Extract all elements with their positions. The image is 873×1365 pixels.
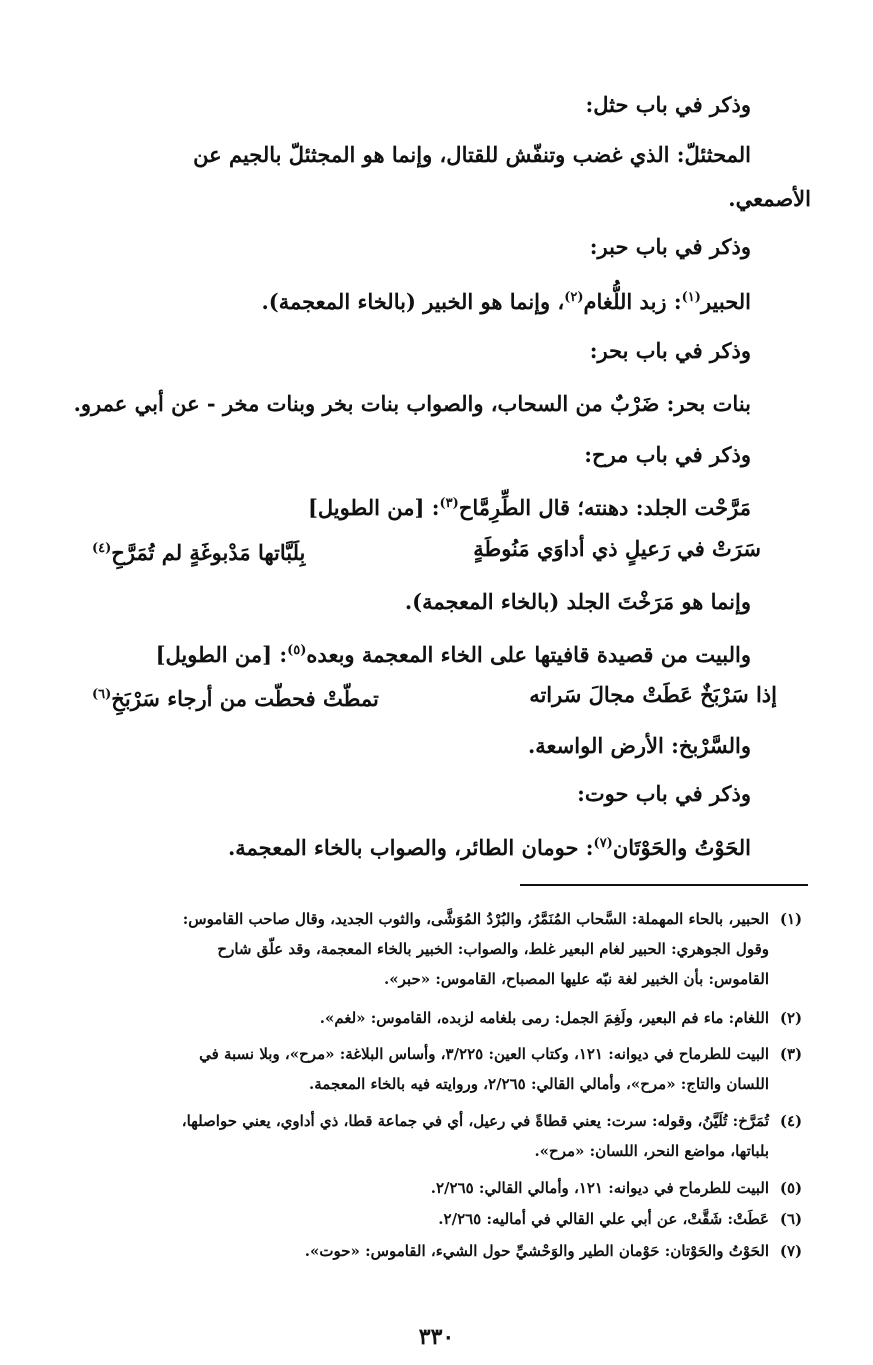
footnote-ref[interactable]: (٣) [439,496,459,511]
entry-text: : [من الطويل] [307,495,440,520]
footnote-number: (٦) [779,1210,803,1228]
footnote-1-cont [53,966,813,993]
verse-second-hemistich [92,680,379,714]
footnote-number: (٧) [779,1242,803,1260]
entry-line [0,636,873,670]
footnote-separator [520,884,808,886]
footnote-2 [53,1005,813,1032]
footnote-number: (١) [779,910,803,928]
footnote-4 [53,1108,813,1135]
entry-text: مَرَّحْت الجلد: دهنته؛ قال الطِّرِمَّاح [458,495,751,520]
footnote-text: وقول الجوهري: الحبير لغام البعير غلط، والصواب: الخبير بالخاء المعجمة، وقد علّق شارح [217,940,769,958]
entry-line: بنات بحر: ضَرْبٌ من السحاب، والصواب بنات بخر وبنات مخر - عن أبي عمرو. [73,391,751,416]
footnote-text: الحبير، بالحاء المهملة: السَّحاب المُنَمَّرُ، والبُرْدُ المُوَشَّى، والثوب الجديد، وقال صاحب القاموس: [182,910,769,928]
footnote-text: تُمَرَّخ: تُلَيَّنُ، وقوله: سرت: يعني قطاةً في رعيل، أي في جماعة قطا، ذي أداوي، يعني حواصلها، [181,1112,769,1130]
footnote-text: اللغام: ماء فم البعير، ولَغِمَ الجمل: رمى بلغامه لزبده، القاموس: «لغم». [319,1009,769,1027]
footnote-number: (٢) [779,1009,803,1027]
entry-text: : زبد اللُّغام [583,289,682,314]
footnote-number: (٥) [779,1179,803,1197]
entry-text: : [من الطويل] [155,642,288,667]
footnote-5 [53,1175,813,1202]
entry-text: ، وإنما هو الخبير (بالخاء المعجمة). [261,289,565,314]
verse-text: بِلَبَّاتها مَدْبوغَةٍ لم تُمَرَّحِ [111,540,306,565]
entry-text: والبيت من قصيدة قافيتها على الخاء المعجمة وبعده [306,642,751,667]
verse-text: تمطّتْ فحطّت من أرجاء سَرْبَخِ [111,686,379,711]
entry-text: : حومان الطائر، والصواب بالخاء المعجمة. [227,835,594,860]
footnote-ref[interactable]: (٧) [593,836,613,851]
footnote-text: اللسان والتاج: «مرح»، وأمالي القالي: ٢/٢٦٥، وروايته فيه بالخاء المعجمة. [309,1075,769,1093]
footnote-text: الحَوْتُ والحَوْتان: حَوْمان الطير والوَحْشيِّ حول الشيء، القاموس: «حوت». [304,1242,769,1260]
entry-line-continued: الأصمعي. [728,186,811,211]
footnote-number: (٣) [779,1045,803,1063]
footnote-7 [53,1238,813,1265]
footnote-ref[interactable]: (٥) [287,643,307,658]
footnote-text: البيت للطرماح في ديوانه: ١٢١، وكتاب العين: ٣/٢٢٥، وأساس البلاغة: «مرح»، وبلا نسبة في [199,1045,769,1063]
footnote-1 [53,906,813,933]
footnote-text: القاموس: بأن الخبير لغة نبّه عليها المصباح، القاموس: «حبر». [384,970,769,988]
footnote-text: البيت للطرماح في ديوانه: ١٢١، وأمالي القالي: ٢/٢٦٥. [430,1179,769,1197]
section-heading-marah: وذكر في باب مرح: [584,442,751,467]
entry-text: الحَوْتُ والحَوْتَان [612,835,751,860]
footnote-3-cont [53,1071,813,1098]
footnote-ref[interactable]: (٤) [92,541,112,556]
page-number: ٣٣٠ [418,1324,455,1350]
footnote-number: (٤) [779,1112,803,1130]
verse-first-hemistich: إذا سَرْبَخٌ عَطَتْ مجالَ سَراته [529,682,777,707]
entry-line [0,829,873,863]
footnote-3 [53,1041,813,1068]
entry-text: الحبير [700,289,751,314]
footnote-text: عَطَتْ: شَقَّتْ، عن أبي علي القالي في أماليه: ٢/٢٦٥. [438,1210,769,1228]
entry-line: وإنما هو مَرَخْتَ الجلد (بالخاء المعجمة). [404,589,751,614]
section-heading-habr: وذكر في باب حبر: [589,234,751,259]
section-heading-bahr: وذكر في باب بحر: [589,338,751,363]
entry-line [0,283,873,317]
footnote-ref[interactable]: (٦) [92,687,112,702]
footnote-text: بلباتها، مواضع النحر، اللسان: «مرح». [534,1142,769,1160]
footnote-1-cont [53,936,813,963]
entry-line: والسَّرْبخ: الأرض الواسعة. [527,733,751,758]
verse-second-hemistich [92,534,305,568]
entry-line: المحثئلّ: الذي غضب وتنفّش للقتال، وإنما هو المجثئلّ بالجيم عن [193,142,751,167]
footnote-ref[interactable]: (٢) [564,290,584,305]
footnote-4-cont [53,1138,813,1165]
verse-first-hemistich: سَرَتْ في رَعيلٍ ذي أداوَي مَنُوطَةٍ [473,536,761,561]
footnote-6 [53,1206,813,1233]
footnote-ref[interactable]: (١) [681,290,701,305]
entry-line [0,489,873,523]
section-heading-hawt: وذكر في باب حوت: [577,781,751,806]
section-heading-hathl: وذكر في باب حثل: [585,92,751,117]
